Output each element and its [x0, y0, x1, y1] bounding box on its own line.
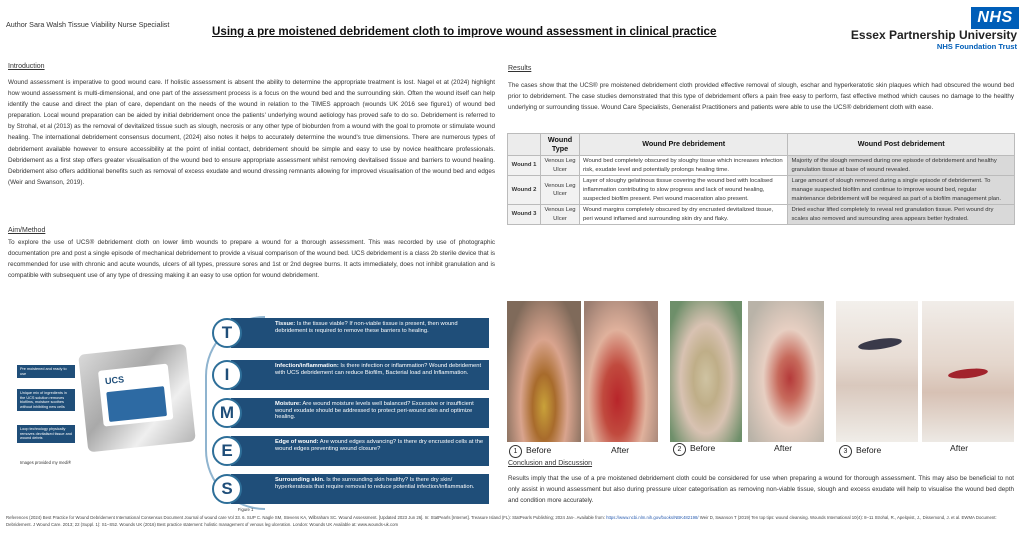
- nhs-logo: NHS: [971, 7, 1019, 29]
- results-table: [507, 133, 1015, 225]
- letter-m-circle: M: [212, 398, 242, 428]
- conclusion-text: Results imply that the use of a pre moistened debridement cloth could be considered for use when preparing a wound for thorough assessment. This may also be beneficial to not only assist in wound assessment but also during pressure ulcer categorisation as removing non-viable tissue, slough and excess exudate will help to visualise the wound bed depth and condition more accurately.: [508, 475, 1014, 505]
- introduction-heading: Introduction: [8, 63, 45, 70]
- product-image: [17, 345, 197, 455]
- wound-type-cell: Venous Leg Ulcer: [541, 205, 580, 225]
- references: [6, 514, 1018, 528]
- wound-3-granulation: [948, 367, 989, 380]
- times-row-moisture: [231, 398, 489, 428]
- wound-3-eschar: [858, 336, 903, 352]
- table-row: [508, 176, 1015, 205]
- product-callout: Pre moistened and ready to use: [17, 365, 75, 378]
- letter-s-circle: S: [212, 474, 242, 504]
- wound-1-before-photo: [507, 301, 581, 442]
- table-header-cell: [508, 134, 541, 156]
- results-text: The cases show that the UCS® pre moistened debridement cloth provided effective removal of slough, eschar and hyperkeratotic skin plaques which had obscured the wound bed prior to debridement. The case studies demonstrated that this type of debridement offers a pain free easy to perform, fast effective method which causes no damage to the healthy underlying or surrounding tissue. Wound Care Specialists, Generalist Practitioners and patients were able to use the UCS® debridement cloth with ease.: [508, 82, 1014, 112]
- times-row-text: Is the surrounding skin healthy? Is there dry skin/ hyperkeratosis that require removal to reduce potential infection/inflammation.: [275, 477, 475, 490]
- photo-label-2: [673, 443, 715, 456]
- times-row-text: Are wound moisture levels well balanced? Excessive or insufficient wound exudate should be addressed to protect peri-wound skin and optimize healing.: [275, 401, 474, 421]
- poster-title: Using a pre moistened debridement cloth to improve wound assessment in clinical practice: [212, 25, 717, 38]
- times-row-text: Are wound edges advancing? Is there dry encrusted cells at the wound edges preventing wound closure?: [275, 439, 484, 452]
- times-row-title: Moisture:: [275, 401, 302, 407]
- times-row-edge: [231, 436, 489, 466]
- after-label: After: [611, 445, 630, 455]
- product-brand: UCS: [104, 374, 125, 387]
- wound-cell: Wound 1: [508, 156, 541, 176]
- times-row-text: Is the tissue viable? If non-viable tissue is present, then wound debridement is required to remove these barriers to healing.: [275, 321, 458, 334]
- product-pack-window: [98, 364, 173, 427]
- before-label: Before: [526, 445, 552, 455]
- post-debridement-cell: Dried eschar lifted completely to reveal red granulation tissue. Peri wound dry scales also removed and surrounding area appears better hydrated.: [788, 205, 1015, 225]
- times-row-title: Edge of wound:: [275, 439, 319, 445]
- wound-2-before-photo: [670, 301, 742, 442]
- table-header-row: [508, 134, 1015, 156]
- pre-debridement-cell: Wound bed completely obscured by sloughy tissue which increases infection risk, exudate level and potentially prolongs healing time.: [580, 156, 788, 176]
- pre-debridement-cell: Layer of sloughy gelatinous tissue covering the wound bed with localised inflammation contributing to slow progress and lack of wound healing, suspected biofilm present. Peri wound maceration also present.: [580, 176, 788, 205]
- wound-type-cell: Venous Leg Ulcer: [541, 176, 580, 205]
- org-name: Essex Partnership University: [850, 28, 1017, 42]
- product-callout: Loop technology physically removes devitalised tissue and wound debris: [17, 425, 75, 443]
- references-text: References (2024) Best Practice for Wound Debridement International Consensus Document Journal of wound care Vol 33. 6. SUP C. Nagle SM, Stevens KA, Wilbraham SC. Wound Assessment. [Updated 2023 Jun 26]. In: StatPearls [Internet]. Treasure Island (FL): StatPearls Publishing; 2024 Jan-. Available from:: [6, 515, 607, 520]
- wound-cell: Wound 2: [508, 176, 541, 205]
- photo-label-1: [509, 445, 551, 458]
- after-label: After: [950, 443, 969, 453]
- photo-number: 1: [509, 445, 522, 458]
- letter-i-circle: I: [212, 360, 242, 390]
- times-row-tissue: [231, 318, 489, 348]
- times-row-text: Is there infection or inflammation? Wound debridement with UCS debridement can reduce Biofilm, Bacterial load and Inflammation.: [275, 363, 482, 376]
- table-row: [508, 156, 1015, 176]
- wound-type-cell: Venous Leg Ulcer: [541, 156, 580, 176]
- table-header-cell: Wound Pre debridement: [580, 134, 788, 156]
- references-text: Weir D, Swanson T (2019) Ten top tips: wound cleansing. Wounds International 10(4): 8–11 Strohal, R., Apelqvist, J., Dissemond, J. et al. EWMA Document: Debridement. J Wound Care. 2013; 22 (Suppl. 1): S1–S52. Wounds UK (2016) Best practice statement: holistic management of venous leg ulceration. London: Wounds UK Available at: www.wounds-uk.com: [6, 515, 997, 527]
- post-debridement-cell: Large amount of slough removed during a single episode of debridement. To manage suspected biofilm and continue to improve wound bed, regular maintenance debridement will be required as part of a biofilm management plan.: [788, 176, 1015, 205]
- product-caption: Images provided my medi®: [20, 460, 72, 465]
- figure-caption: Figure 1: [238, 507, 254, 512]
- results-heading: Results: [508, 65, 532, 72]
- org-trust: NHS Foundation Trust: [936, 42, 1017, 51]
- after-label: After: [774, 443, 793, 453]
- post-debridement-cell: Majority of the slough removed during one episode of debridement and healthy granulation tissue at base of wound revealed.: [788, 156, 1015, 176]
- conclusion-heading: Conclusion and Discussion: [508, 460, 593, 467]
- table-header-cell: Wound Type: [541, 134, 580, 156]
- wound-1-after-photo: [584, 301, 658, 442]
- table-header-cell: Wound Post debridement: [788, 134, 1015, 156]
- times-row-title: Surrounding skin.: [275, 477, 325, 483]
- letter-t-circle: T: [212, 318, 242, 348]
- product-pack: [78, 344, 196, 453]
- product-cloth: [106, 386, 167, 422]
- before-label: Before: [690, 443, 716, 453]
- letter-e-circle: E: [212, 436, 242, 466]
- introduction-text: Wound assessment is imperative to good wound care. If holistic assessment is absent the ability to determine the appropriate treatment is lost. Nagel et at (2024) highlight how wound assessment is multi-dimensional, and one part of the assessment process is a focus on the wound bed and the surrounding skin. Often the wound itself can help identify the cause and direct the plan of care, dependant on the needs of the wound in relation to the TIMES approach (wounds UK 2016 see figure1) of wound bed preparation. Local wound preparation can be aided by initial debridement once the patients' underlying wound aetiology has proved safe to do so. Debridement is referred to by Strohal, et al (2013) as the removal of devitalized tissue such as slough, necrosis or any other type of bioburden from a wound with the goal to promote or stimulate wound healing. The international debridement consensus document, (2024) also notes it helps to accurately determine the wound's true dimensions. There are numerous types of debridement available however to ensure accessibility at the point of initial contact, debridement should be simple and easy to use by novice healthcare professionals. Debridement as a first step offers greater visualisation of the wound bed to ensure appropriate assessment whilst removing devitalised tissue and barriers to wound healing. Debridement also offers additional benefits such as removal of excess exudate and wound dressing remnants allowing for improved visualisation of the wound bed and edges (Weir and Swanson, 2019).: [8, 79, 495, 186]
- wound-2-after-photo: [748, 301, 824, 442]
- photo-number: 2: [673, 443, 686, 456]
- table-row: [508, 205, 1015, 225]
- wound-cell: Wound 3: [508, 205, 541, 225]
- photo-number: 3: [839, 445, 852, 458]
- aim-heading: Aim/Method: [8, 227, 46, 234]
- wound-3-after-photo: [922, 301, 1014, 442]
- times-figure: [195, 314, 497, 510]
- times-row-infection: [231, 360, 489, 390]
- times-row-title: Infection/inflammation:: [275, 363, 339, 369]
- photo-label-3: [839, 445, 881, 458]
- before-label: Before: [856, 445, 882, 455]
- pre-debridement-cell: Wound margins completely obscured by dry encrusted devitalized tissue, peri wound inflamed and surrounding skin dry and flaky.: [580, 205, 788, 225]
- product-callout: Unique mix of ingredients in the UCS solution removes biofilms, moisture soothes without inhibiting new cells: [17, 389, 75, 411]
- wound-3-before-photo: [836, 301, 918, 442]
- author-line: Author Sara Walsh Tissue Viability Nurse Specialist: [6, 20, 170, 29]
- aim-text: To explore the use of UCS® debridement cloth on lower limb wounds to prepare a wound for a thorough assessment. This was recorded by use of photographic documentation pre and post a single episode of mechanical debridement to provide a visual comparison of the wound bed. UCS debridement is a class 2b sterile device that is recommended for use with chronic and acute wounds, ulcers of all types, pressure sores and 1st or 2nd degree burns. It acts immediately, does not inhibit granulation and is compatible with subsequent use of any type of dressing making it an easy to use option for wound debridement.: [8, 239, 495, 280]
- times-row-title: Tissue:: [275, 321, 296, 327]
- times-row-surrounding: [231, 474, 489, 504]
- reference-link[interactable]: https://www.ncbi.nlm.nih.gov/books/NBK482198/: [606, 515, 699, 520]
